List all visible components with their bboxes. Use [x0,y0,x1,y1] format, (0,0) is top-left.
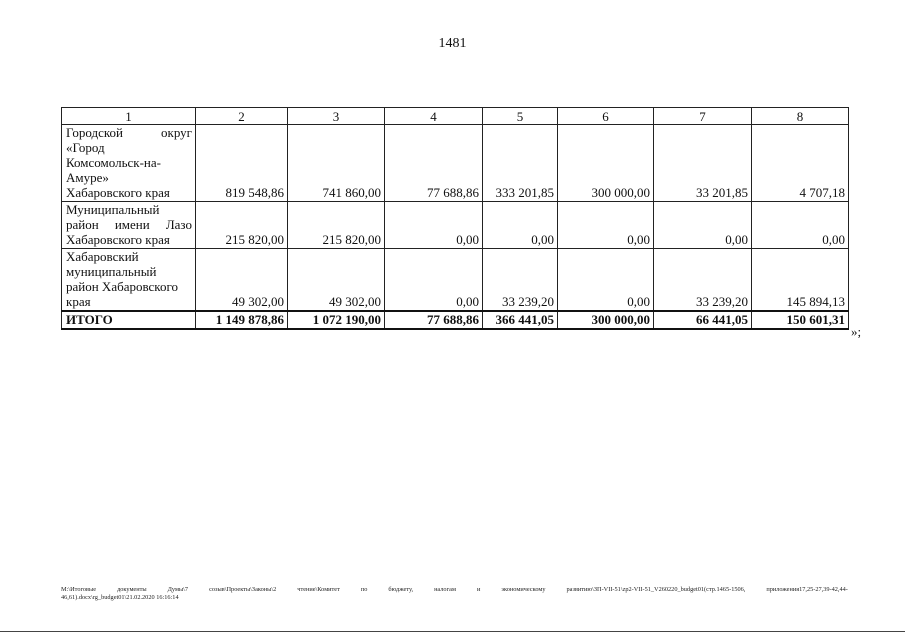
name-word: округ [161,125,192,140]
page-number: 1481 [438,36,467,51]
bottom-rule [0,631,905,632]
value-cell: 0,00 [752,202,849,249]
name-word: район [66,217,99,232]
value-cell: 0,00 [558,202,654,249]
header-cell: 5 [483,108,558,125]
name-word: Амуре» [66,170,109,185]
value-cell: 215 820,00 [196,202,288,249]
name-word: Городской [66,125,123,140]
footer-path-word: налогам [434,586,456,593]
header-cell: 4 [385,108,483,125]
value-cell: 741 860,00 [288,125,385,202]
municipality-name-cell [62,125,196,202]
value-cell: 333 201,85 [483,125,558,202]
name-word: Хабаровского края [66,232,170,247]
municipality-name-line [66,170,192,185]
municipality-name-cell [62,249,196,312]
table-body [62,108,849,330]
name-word: район Хабаровского [66,279,178,294]
value-cell: 33 201,85 [654,125,752,202]
name-word: Лазо [165,217,192,232]
footer-path-word: экономическому [501,586,546,593]
footer-path-word: созыв\Проекты\Законы\2 [209,586,277,593]
budget-table [61,107,849,330]
footer-path-word: бюджету, [388,586,414,593]
municipality-name-line [66,249,192,264]
total-value-cell: 1 149 878,86 [196,311,288,329]
value-cell: 33 239,20 [483,249,558,312]
header-cell: 2 [196,108,288,125]
municipality-name-line [66,202,192,217]
footer-path-word: M:\Итоговые [61,586,97,593]
name-word: Хабаровский [66,249,139,264]
municipality-name-line [66,155,192,170]
value-cell: 0,00 [385,202,483,249]
municipality-name-cell [62,202,196,249]
total-value-cell: 366 441,05 [483,311,558,329]
footer-path-word: развитию\ЗП-VII-51\zp2-VII-51_V260220_budget01(стр.1465-1506, [566,586,746,593]
value-cell: 0,00 [654,202,752,249]
footer-path-line-2: 46,61).docx\rg_budget01\21.02.2020 16:16:14 [61,594,179,601]
header-cell: 6 [558,108,654,125]
header-cell: 7 [654,108,752,125]
name-word: Хабаровского края [66,185,170,200]
municipality-name-line [66,125,192,140]
closing-quote: »; [851,324,862,339]
total-value-cell: 150 601,31 [752,311,849,329]
table-row [62,249,849,312]
footer-path-word: чтение\Комитет [297,586,340,593]
value-cell: 49 302,00 [196,249,288,312]
header-cell: 8 [752,108,849,125]
file-path-footer [61,586,848,602]
total-value-cell: 77 688,86 [385,311,483,329]
total-value-cell: 1 072 190,00 [288,311,385,329]
value-cell: 33 239,20 [654,249,752,312]
table-row [62,202,849,249]
footer-path-word: и [476,586,481,593]
name-word: Муниципальный [66,202,160,217]
name-word: имени [114,217,150,232]
name-word: края [66,294,91,309]
value-cell: 0,00 [483,202,558,249]
value-cell: 0,00 [558,249,654,312]
value-cell: 4 707,18 [752,125,849,202]
municipality-name-line [66,294,192,309]
value-cell: 145 894,13 [752,249,849,312]
municipality-name-line [66,264,192,279]
municipality-name-line [66,140,192,155]
municipality-name-line [66,232,192,247]
table-row [62,125,849,202]
total-row [62,311,849,329]
municipality-name-line [66,279,192,294]
total-value-cell: 66 441,05 [654,311,752,329]
municipality-name-line [66,217,192,232]
footer-path-word: по [360,586,368,593]
value-cell: 77 688,86 [385,125,483,202]
value-cell: 300 000,00 [558,125,654,202]
value-cell: 819 548,86 [196,125,288,202]
header-cell: 1 [62,108,196,125]
total-value-cell: 300 000,00 [558,311,654,329]
footer-path-line [61,586,848,594]
header-cell: 3 [288,108,385,125]
municipality-name-line [66,185,192,200]
value-cell: 215 820,00 [288,202,385,249]
name-word: Комсомольск-на- [66,155,161,170]
name-word: «Город [66,140,105,155]
value-cell: 0,00 [385,249,483,312]
table-header-row [62,108,849,125]
total-label: ИТОГО [62,311,196,329]
name-word: муниципальный [66,264,157,279]
value-cell: 49 302,00 [288,249,385,312]
footer-path-word: документы [117,586,147,593]
footer-path-word: приложения17,25-27,39-42,44- [766,586,848,593]
footer-path-word: Думы\7 [167,586,189,593]
